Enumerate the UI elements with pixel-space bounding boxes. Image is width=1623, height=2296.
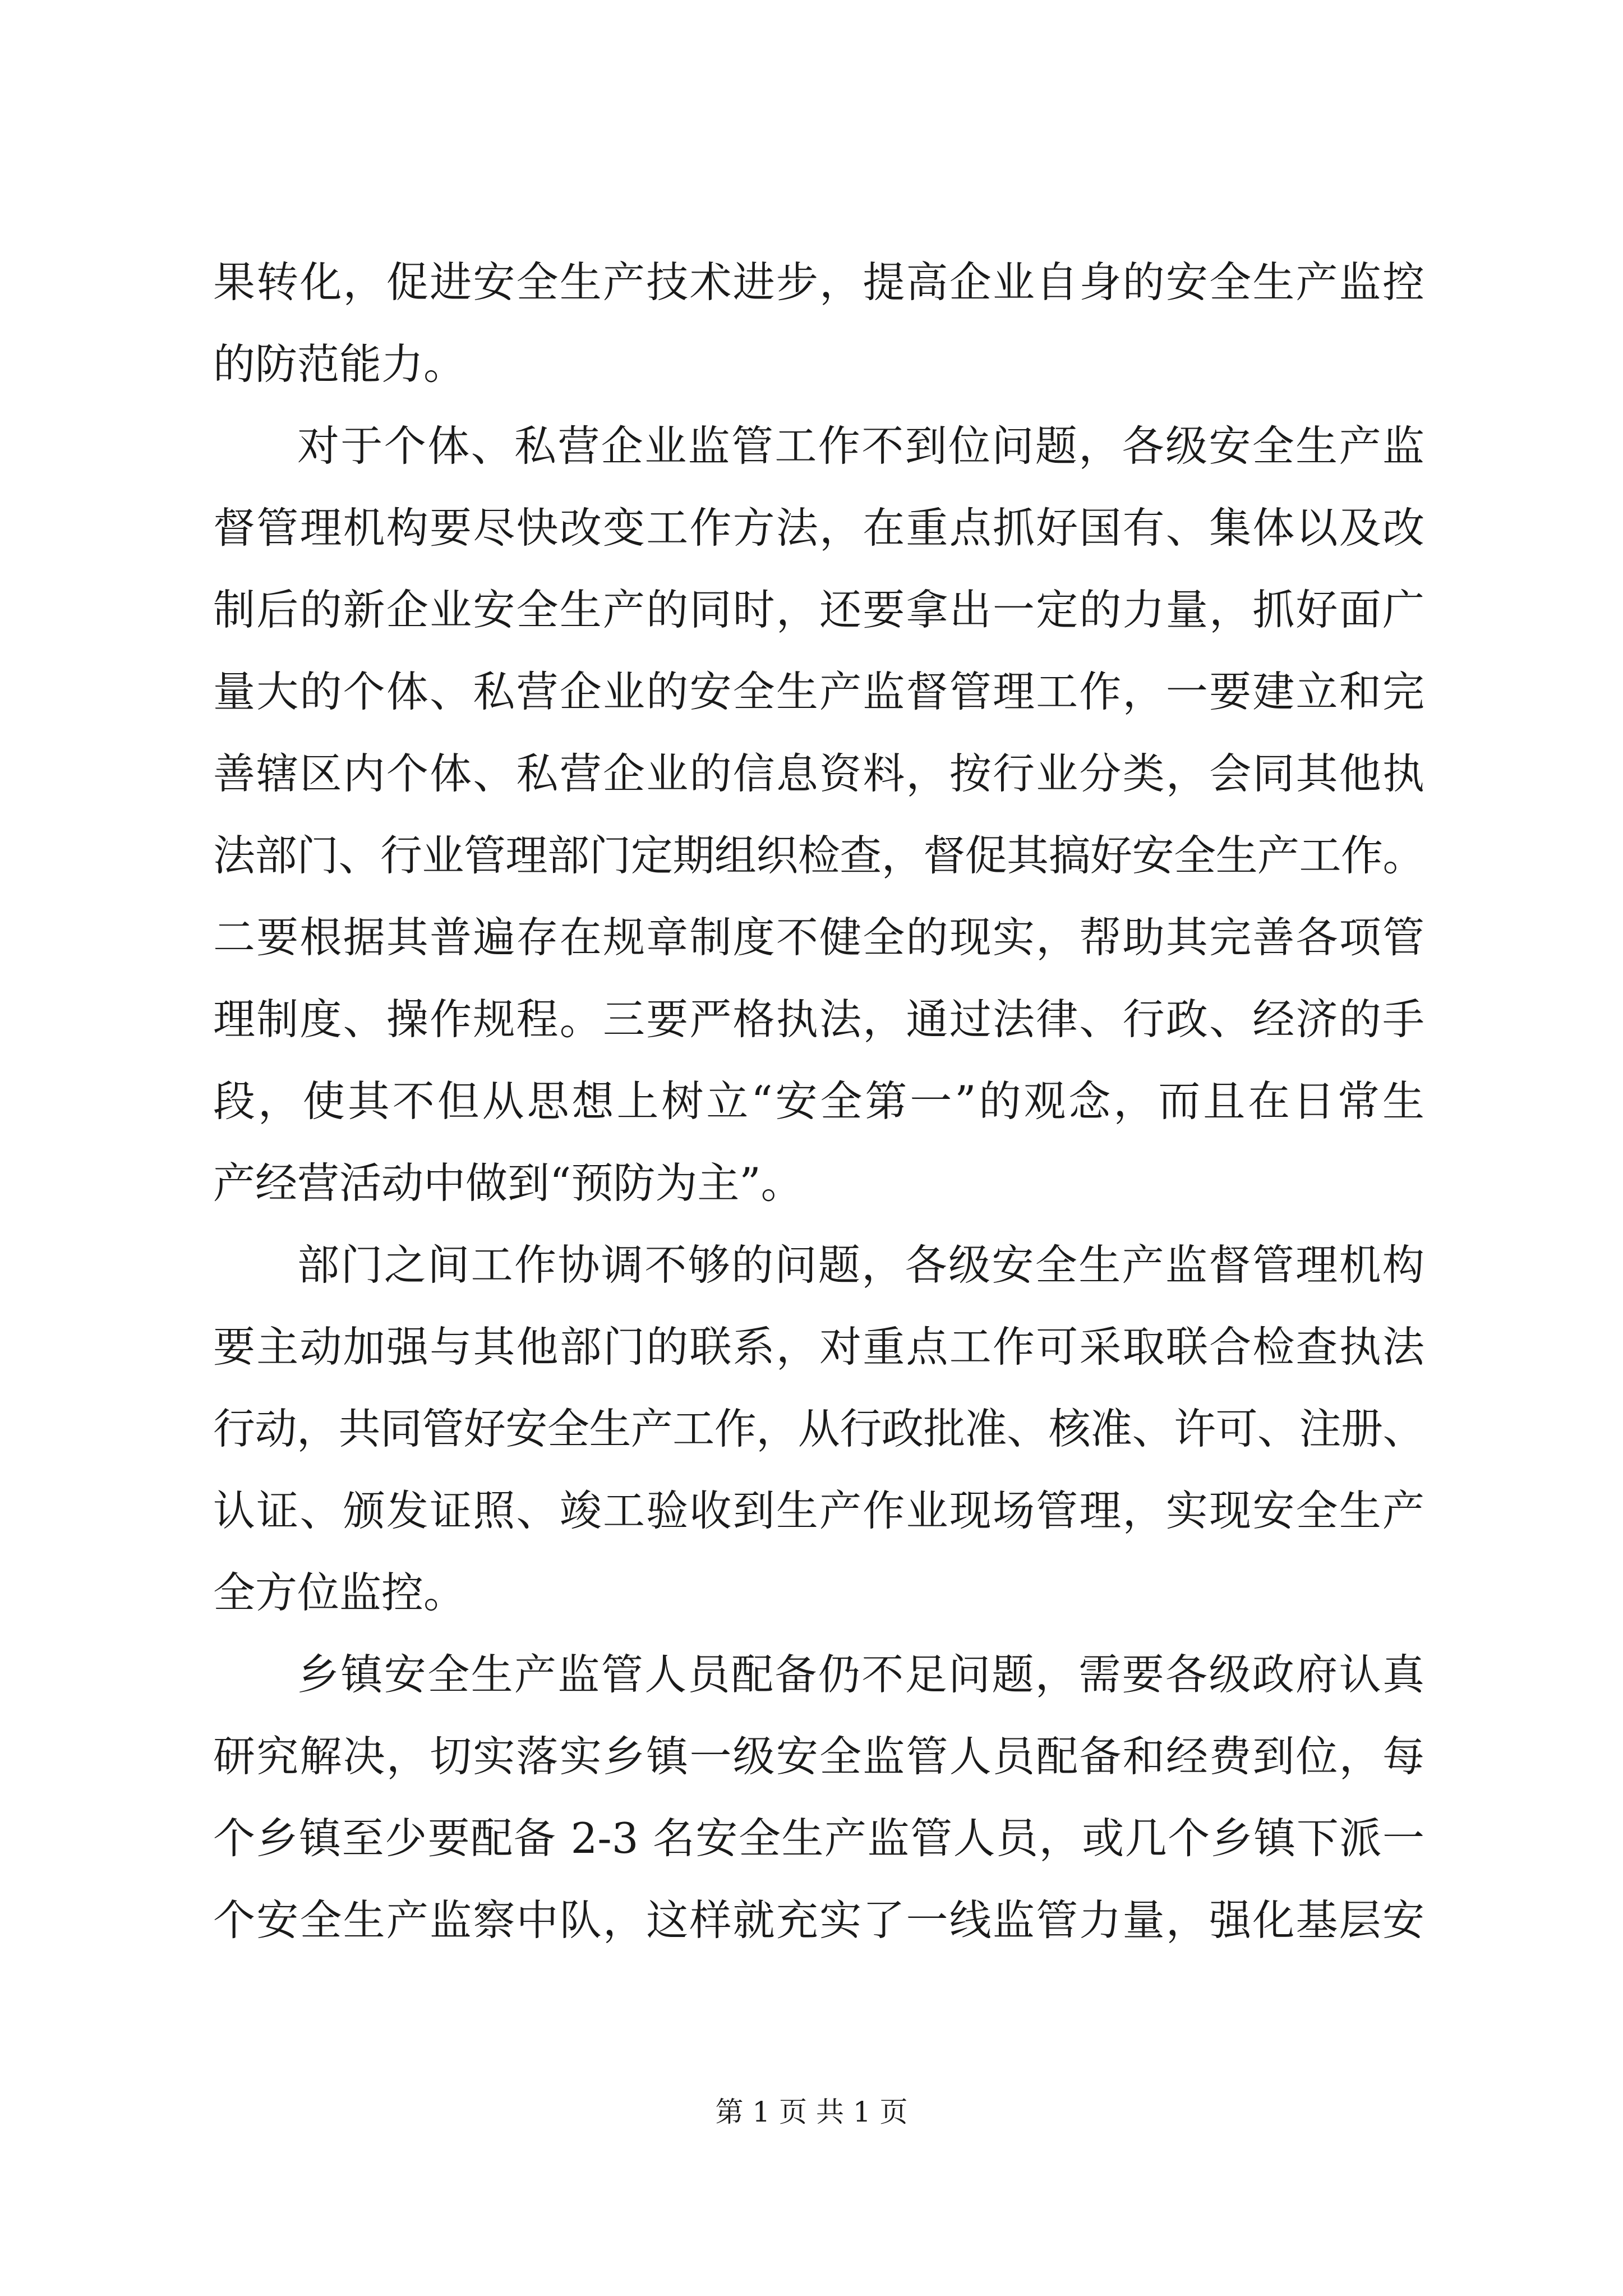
text-line: 督管理机构要尽快改变工作方法，在重点抓好国有、集体以及改: [213, 503, 1424, 553]
page-footer: [0, 2090, 1623, 2130]
text-line: 果转化，促进安全生产技术进步，提高企业自身的安全生产监控: [213, 257, 1424, 307]
text-line: 法部门、行业管理部门定期组织检查，督促其搞好安全生产工作。: [213, 831, 1424, 880]
paragraph-first-line: 部门之间工作协调不够的问题，各级安全生产监督管理机构: [297, 1240, 1424, 1290]
text-line: 认证、颁发证照、竣工验收到生产作业现场管理，实现安全生产: [213, 1486, 1424, 1535]
paragraph-first-line: 对于个体、私营企业监管工作不到位问题，各级安全生产监: [297, 421, 1424, 471]
text-line: 二要根据其普遍存在规章制度不健全的现实，帮助其完善各项管: [213, 913, 1424, 962]
document-body: [213, 241, 1424, 1961]
text-line: 个乡镇至少要配备 2-3 名安全生产监管人员，或几个乡镇下派一: [213, 1814, 1424, 1863]
page-number-label: 第 1 页 共 1 页: [715, 2096, 908, 2128]
text-line: 行动，共同管好安全生产工作，从行政批准、核准、许可、注册、: [213, 1404, 1424, 1453]
text-line: 产经营活动中做到“预防为主”。: [213, 1158, 803, 1208]
text-line: 善辖区内个体、私营企业的信息资料，按行业分类，会同其他执: [213, 749, 1424, 798]
paragraph-first-line: 乡镇安全生产监管人员配备仍不足问题，需要各级政府认真: [297, 1650, 1424, 1699]
text-line: 个安全生产监察中队，这样就充实了一线监管力量，强化基层安: [213, 1895, 1424, 1945]
text-line: 制后的新企业安全生产的同时，还要拿出一定的力量，抓好面广: [213, 585, 1424, 634]
text-line: 理制度、操作规程。三要严格执法，通过法律、行政、经济的手: [213, 995, 1424, 1044]
text-line: 量大的个体、私营企业的安全生产监督管理工作，一要建立和完: [213, 667, 1424, 716]
text-line: 全方位监控。: [213, 1568, 466, 1617]
text-line: 要主动加强与其他部门的联系，对重点工作可采取联合检查执法: [213, 1322, 1424, 1372]
text-line: 研究解决，切实落实乡镇一级安全监管人员配备和经费到位，每: [213, 1732, 1424, 1781]
text-line: 段，使其不但从思想上树立“安全第一”的观念，而且在日常生: [213, 1076, 1424, 1126]
text-line: 的防范能力。: [213, 339, 466, 389]
